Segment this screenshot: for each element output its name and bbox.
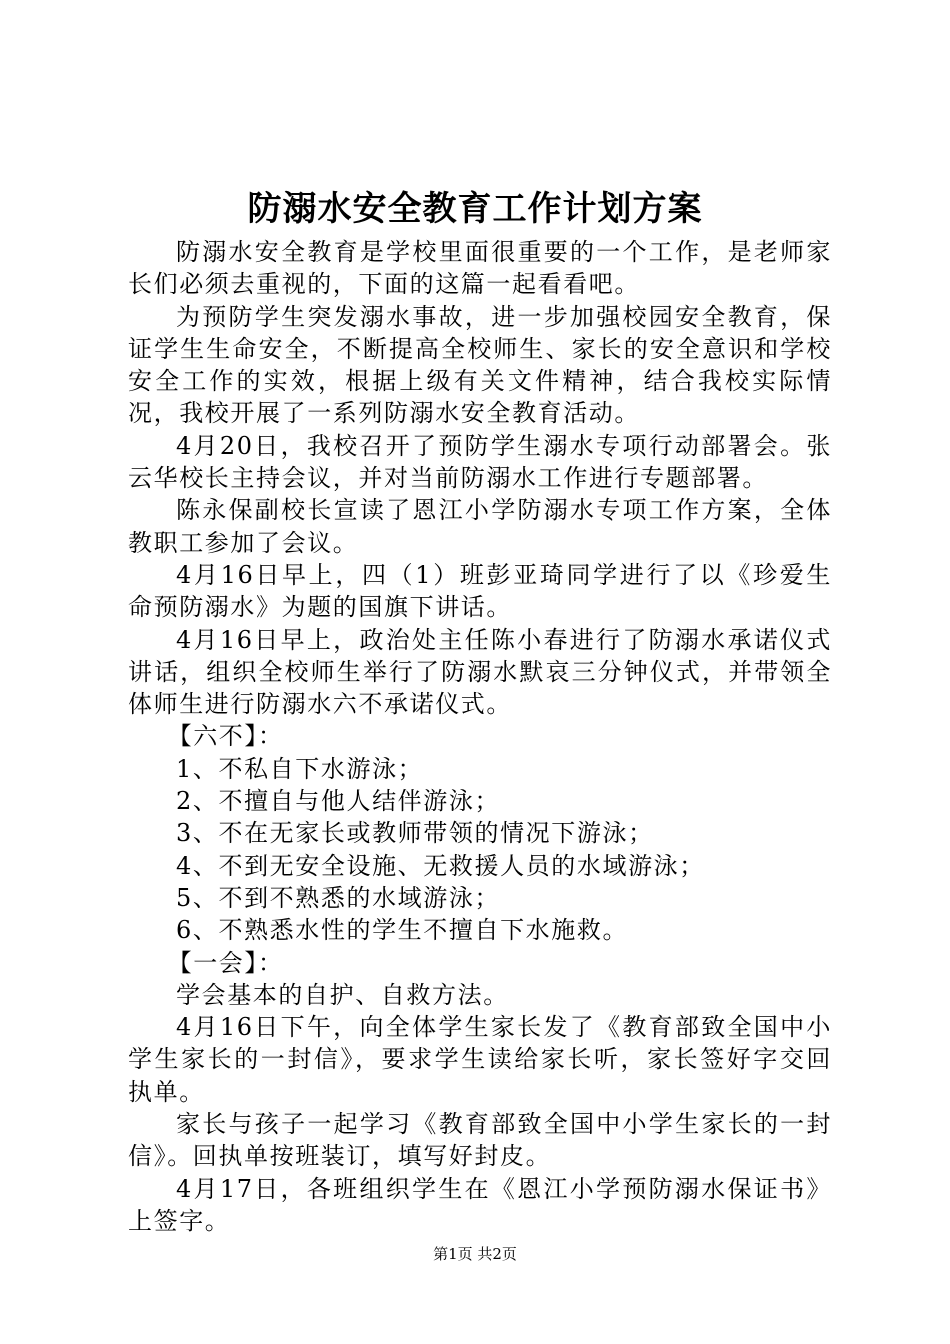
six-no-heading: 【六不】： [167,722,284,751]
list-item: 4、不到无安全设施、无救援人员的水域游泳； [176,851,705,880]
paragraph-flag-speech: 4月16日早上，四（1）班彭亚琦同学进行了以《珍爱生命预防溺水》为题的国旗下讲话。 [128,560,832,622]
list-item: 1、不私自下水游泳； [176,754,424,783]
list-item: 5、不到不熟悉的水域游泳； [176,883,501,912]
list-item: 6、不熟悉水性的学生不擅自下水施救。 [176,916,629,945]
page-footer: 第1页 共2页 [433,1245,517,1263]
one-meeting-heading: 【一会】： [167,948,284,977]
document-title: 防溺水安全教育工作计划方案 [247,189,703,229]
document-body [128,236,832,1237]
paragraph-study-together: 家长与孩子一起学习《教育部致全国中小学生家长的一封信》。回执单按班装订，填写好封皮。 [128,1110,832,1171]
paragraph-april-20: 4月20日，我校召开了预防学生溺水专项行动部署会。张云华校长主持会议，并对当前防溺水工作进行专题部署。 [128,431,832,493]
paragraph-vice-principal: 陈永保副校长宣读了恩江小学防溺水专项工作方案，全体教职工参加了会议。 [128,496,832,557]
list-item: 3、不在无家长或教师带领的情况下游泳； [176,819,654,848]
paragraph-parent-letter: 4月16日下午，向全体学生家长发了《教育部致全国中小学生家长的一封信》，要求学生读给家长听，家长签好字交回执单。 [128,1013,832,1106]
list-item: 2、不擅自与他人结伴游泳； [176,787,501,816]
one-meeting-text: 学会基本的自护、自救方法。 [176,980,509,1009]
paragraph-purpose: 为预防学生突发溺水事故，进一步加强校园安全教育，保证学生生命安全，不断提高全校师生、家长的安全意识和学校安全工作的实效，根据上级有关文件精神，结合我校实际情况，我校开展了一系列防溺水安全教育活动。 [128,302,832,428]
paragraph-pledge-ceremony: 4月16日早上，政治处主任陈小春进行了防溺水承诺仪式讲话，组织全校师生举行了防溺水默哀三分钟仪式，并带领全体师生进行防溺水六不承诺仪式。 [128,625,832,719]
paragraph-intro: 防溺水安全教育是学校里面很重要的一个工作，是老师家长们必须去重视的，下面的这篇一起看看吧。 [128,238,832,299]
paragraph-april-17: 4月17日，各班组织学生在《恩江小学预防溺水保证书》上签字。 [128,1174,832,1235]
